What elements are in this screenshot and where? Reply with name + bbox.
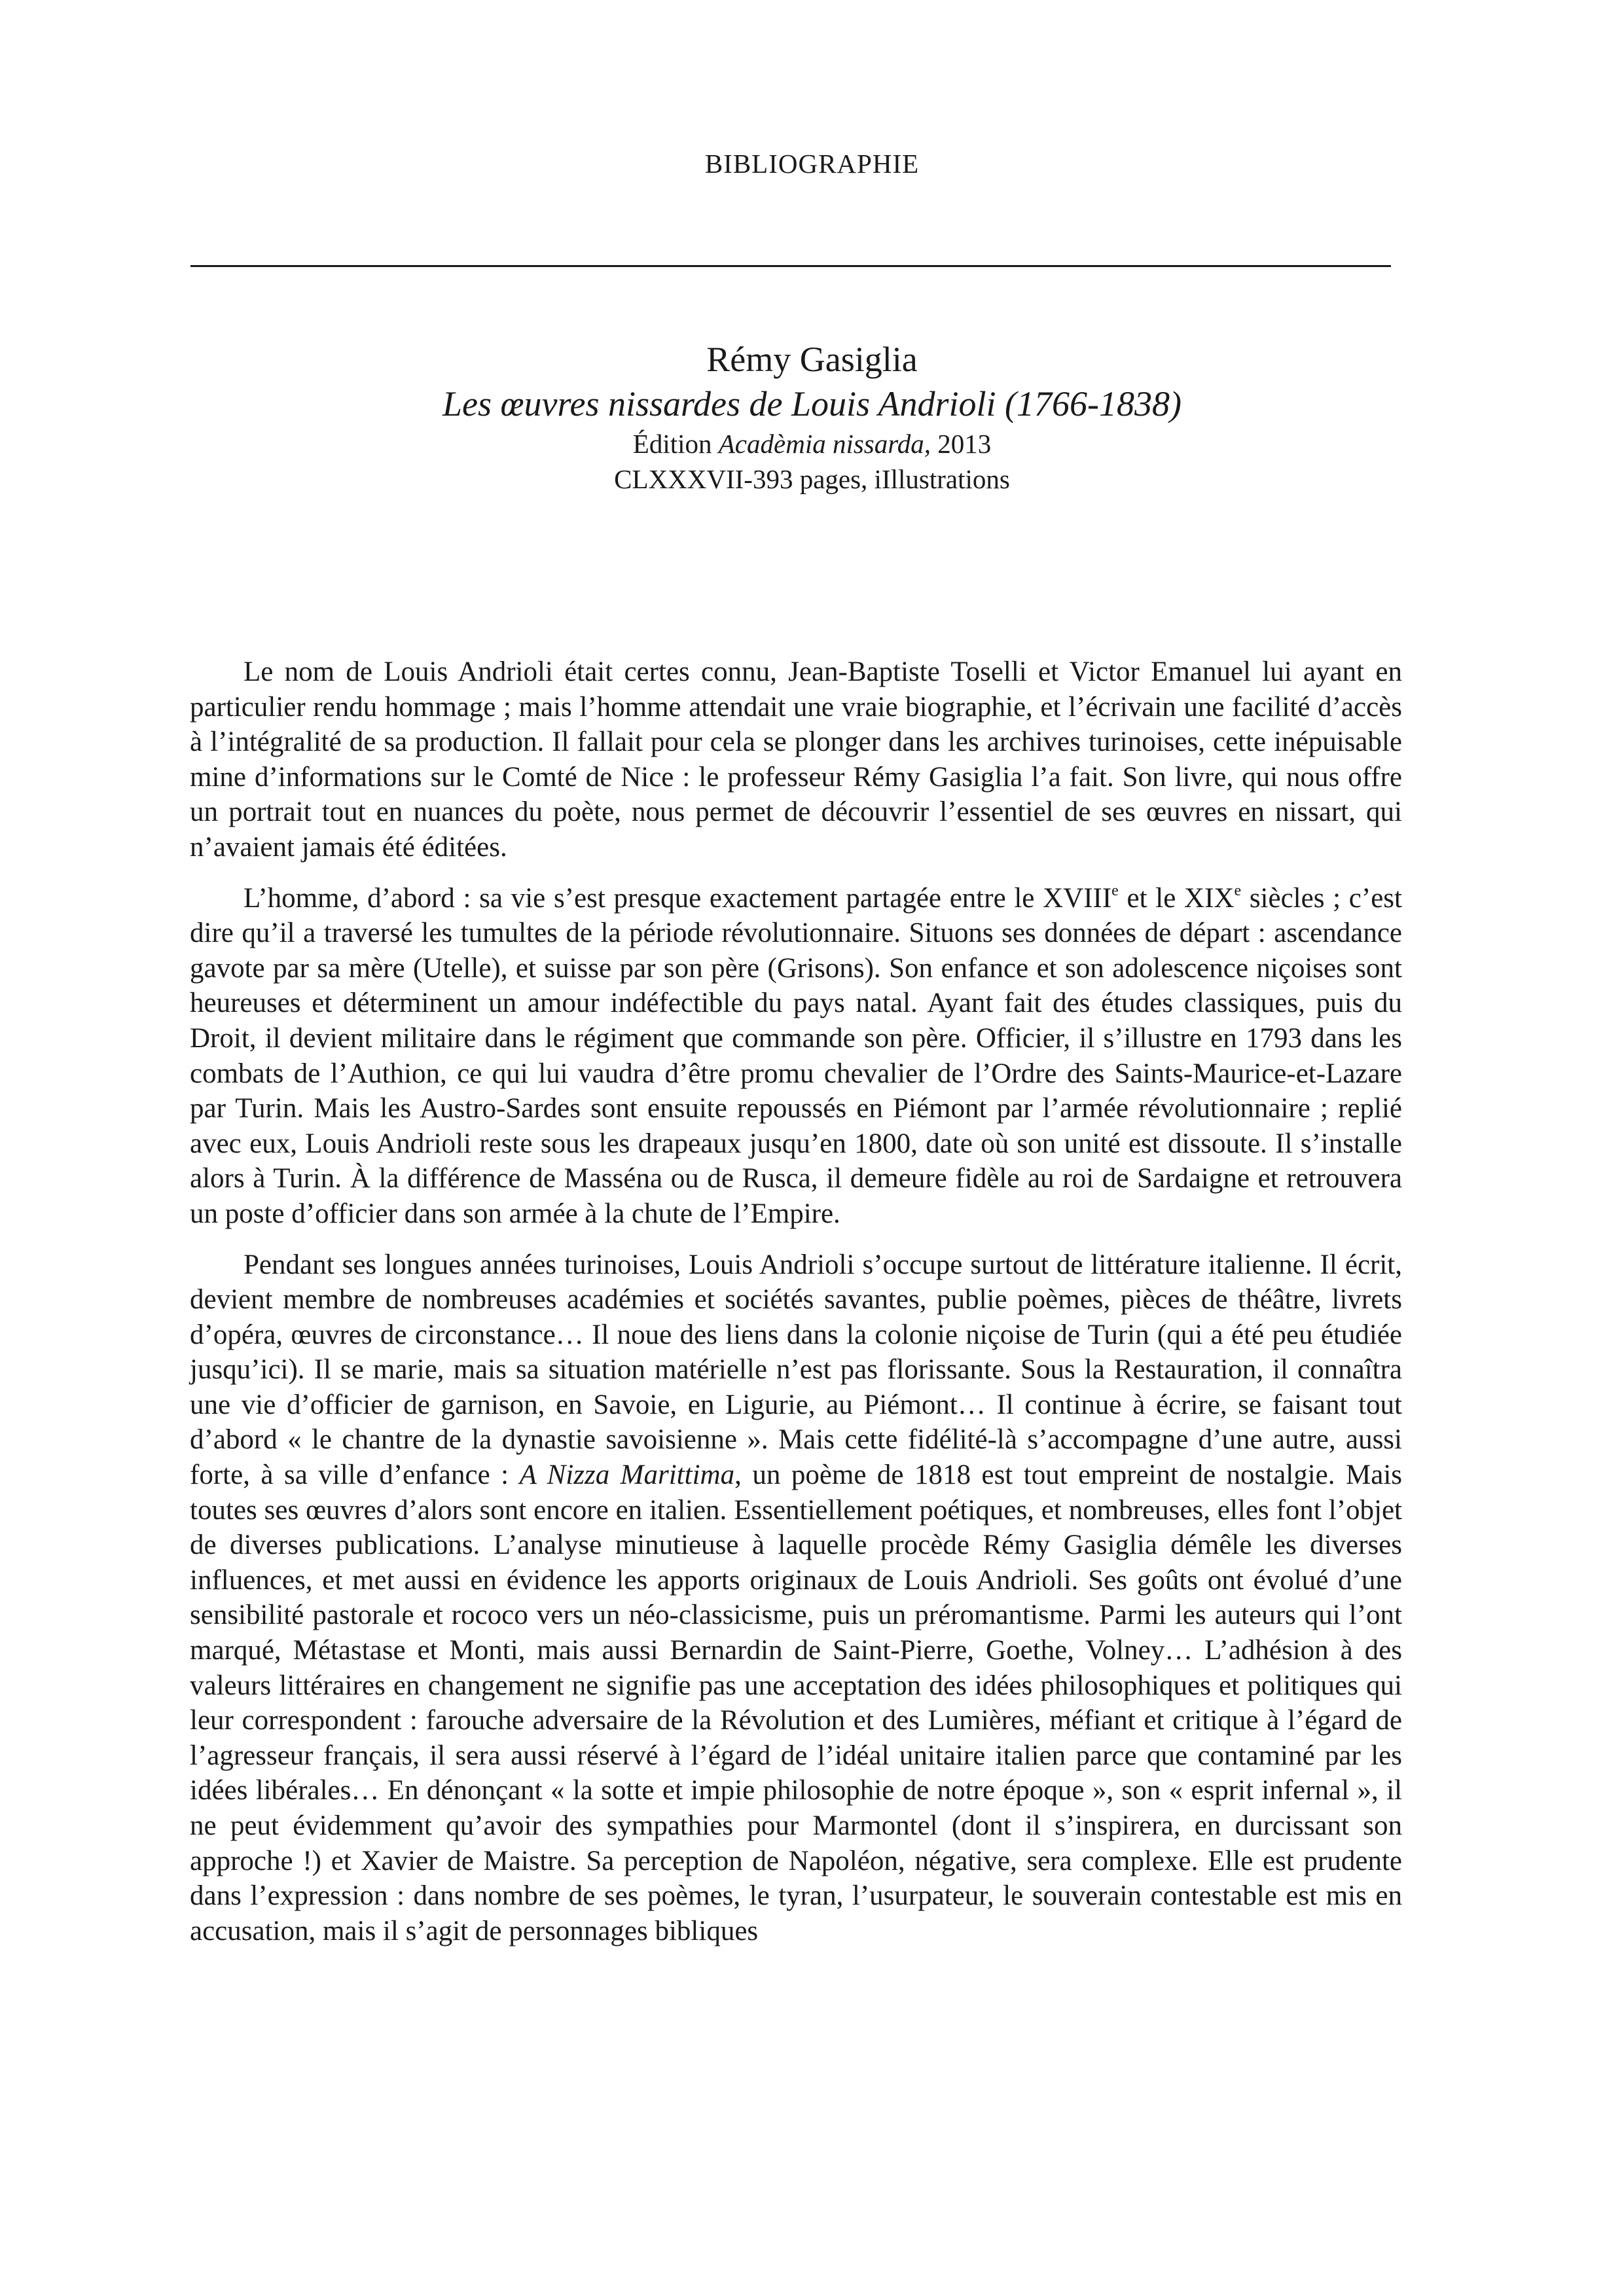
paragraph-2-part-a: L’homme, d’abord : sa vie s’est presque exactement partagée entre le XVIII <box>244 882 1112 914</box>
edition-prefix: Édition <box>632 429 719 459</box>
paragraph-2-part-c: siècles ; c’est dire qu’il a traversé les tumultes de la période révolutionnaire. Situons ses données de départ : ascendance gavote par sa mère (Utelle), et suisse par son père (Grisons). Son enfance et son adolescence niçoises sont heureuses et déterminent un amour indéfectible du pays natal. Ayant fait des études classiques, puis du Droit, il devient militaire dans le régiment que commande son père. Officier, il s’illustre en 1793 dans les combats de l’Authion, ce qui lui vaudra d’être promu chevalier de l’Ordre des Saints-Maurice-et-Lazare par Turin. Mais les Austro-Sardes sont ensuite repoussés en Piémont par l’armée révolutionnaire ; replié avec eux, Louis Andrioli reste sous les drapeaux jusqu’en 1800, date où son unité est dissoute. Il s’installe alors à Turin. À la différence de Masséna ou de Rusca, il demeure fidèle au roi de Sardaigne et retrouvera un poste d’officier dans son armée à la chute de l’Empire. <box>190 882 1402 1229</box>
book-author: Rémy Gasiglia <box>706 340 918 379</box>
paragraph-3-part-b: , un poème de 1818 est tout empreint de nostalgie. Mais toutes ses œuvres d’alors sont encore en italien. Essentiellement poétiques, et nombreuses, elles font l’objet de diverses publications. L’analyse minutieuse à laquelle procède Rémy Gasiglia démêle les diverses influences, et met aussi en évidence les apports originaux de Louis Andrioli. Ses goûts ont évolué d’une sensibilité pastorale et rococo vers un néo-classicisme, puis un préromantisme. Parmi les auteurs qui l’ont marqué, Métastase et Monti, mais aussi Bernardin de Saint-Pierre, Goethe, Volney… L’adhésion à des valeurs littéraires en changement ne signifie pas une acceptation des idées philosophiques et politiques qui leur correspondent : farouche adversaire de la Révolution et des Lumières, méfiant et critique à l’égard de l’agresseur français, il sera aussi réservé à l’égard de l’idéal unitaire italien parce que contaminé par les idées libérales… En dénonçant « la sotte et impie philosophie de notre époque », son « esprit infernal », il ne peut évidemment qu’avoir des sympathies pour Marmontel (dont il s’inspirera, en durcissant son approche !) et Xavier de Maistre. Sa perception de Napoléon, négative, sera complexe. Elle est prudente dans l’expression : dans nombre de ses poèmes, le tyran, l’usurpateur, le souverain contestable est mis en accusation, mais il s’agit de personnages bibliques <box>190 1460 1403 1946</box>
publisher: Acadèmia nissarda, <box>718 429 931 459</box>
superscript-e: e <box>1234 882 1242 899</box>
paragraph-1: Le nom de Louis Andrioli était certes connu, Jean-Baptiste Toselli et Victor Emanuel lui ayant en particulier rendu hommage ; mais l’homme attendait une vraie biographie, et l’écrivain une facilité d’accès à l’intégralité de sa production. Il fallait pour cela se plonger dans les archives turinoises, cette inépuisable mine d’informations sur le Comté de Nice : le professeur Rémy Gasiglia l’a fait. Son livre, qui nous offre un portrait tout en nuances du poète, nous permet de découvrir l’essentiel de ses œuvres en nissart, qui n’avaient jamais été éditées. <box>190 656 1402 863</box>
superscript-e: e <box>1111 882 1119 899</box>
paragraph-2-part-b: et le XIX <box>1118 882 1235 914</box>
paragraph-3 <box>190 1247 1402 1949</box>
book-edition <box>0 426 1624 461</box>
review-body <box>190 655 1402 1964</box>
poem-title: A Nizza Marittima <box>519 1460 735 1491</box>
book-extent: CLXXXVII-393 pages, iIllustrations <box>614 464 1010 494</box>
running-head: BIBLIOGRAPHIE <box>704 149 920 179</box>
publication-year: 2013 <box>930 429 992 459</box>
review-header <box>0 337 1624 497</box>
book-title: Les œuvres nissardes de Louis Andrioli (1766-1838) <box>442 384 1182 423</box>
paragraph-3-part-a: Pendant ses longues années turinoises, Louis Andrioli s’occupe surtout de littérature italienne. Il écrit, devient membre de nombreuses académies et sociétés savantes, publie poèmes, pièces de théâtre, livrets d’opéra, œuvres de circonstance… Il noue des liens dans la colonie niçoise de Turin (qui a été peu étudiée jusqu’ici). Il se marie, mais sa situation matérielle n’est pas florissante. Sous la Restauration, il connaîtra une vie d’officier de garnison, en Savoie, en Ligurie, au Piémont… Il continue à écrire, se faisant tout d’abord « le chantre de la dynastie savoisienne ». Mais cette fidélité-là s’accompagne d’une autre, aussi forte, à sa ville d’enfance : <box>190 1249 1402 1491</box>
paragraph-2 <box>190 881 1402 1232</box>
header-rule <box>190 265 1391 267</box>
